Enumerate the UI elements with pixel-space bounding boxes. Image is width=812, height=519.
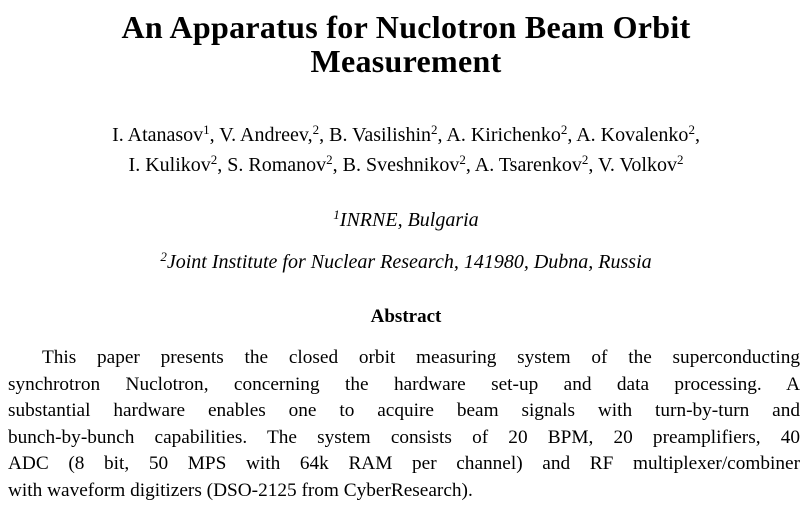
author-name: I. Atanasov <box>112 124 204 146</box>
abstract-line: bunch-by-bunch capabilities. The system consists of 20 BPM, 20 preamplifiers, 40 <box>8 426 800 448</box>
author-affiliation-mark: 2 <box>459 152 466 167</box>
paper-title <box>0 10 812 78</box>
author-name: B. Vasilishin <box>329 124 431 146</box>
author-affiliation-mark: 2 <box>560 122 568 137</box>
affiliation-1 <box>0 208 812 232</box>
author-list <box>0 120 812 180</box>
affiliation-mark: 2 <box>160 249 167 264</box>
author-separator: , <box>332 154 343 176</box>
author-affiliation-mark: 2 <box>210 152 218 167</box>
author-name: S. Romanov <box>227 154 327 176</box>
author-separator: , <box>209 124 220 146</box>
author-name: V. Andreev, <box>219 124 313 146</box>
title-line-2: Measurement <box>310 43 502 79</box>
affiliation-text: Joint Institute for Nuclear Research, 141980, Dubna, Russia <box>166 251 652 273</box>
affiliation-mark: 1 <box>333 207 340 222</box>
author-separator: , <box>588 154 599 176</box>
abstract-heading: Abstract <box>370 306 442 327</box>
author-line-1 <box>0 120 812 150</box>
abstract-line: substantial hardware enables one to acquire beam signals with turn-by-turn and <box>8 400 800 422</box>
affiliation-2 <box>0 250 812 274</box>
abstract-line: synchrotron Nuclotron, concerning the hardware set-up and data processing. A <box>8 373 800 395</box>
abstract-line: with waveform digitizers (DSO-2125 from CyberResearch). <box>8 479 473 501</box>
abstract-line: This paper presents the closed orbit measuring system of the superconducting <box>42 347 800 368</box>
author-name: A. Tsarenkov <box>474 154 582 176</box>
author-separator: , <box>694 124 700 146</box>
author-affiliation-mark: 2 <box>688 122 695 137</box>
author-affiliation-mark: 2 <box>312 122 320 137</box>
author-separator: , <box>437 124 447 146</box>
author-name: A. Kirichenko <box>446 124 561 146</box>
author-separator: , <box>217 154 228 176</box>
title-line-1: An Apparatus for Nuclotron Beam Orbit <box>121 9 691 45</box>
abstract-body <box>8 345 800 505</box>
author-name: I. Kulikov <box>128 154 211 176</box>
author-line-2 <box>0 150 812 180</box>
author-separator: , <box>465 154 475 176</box>
author-separator: , <box>567 124 577 146</box>
affiliation-text: INRNE, Bulgaria <box>339 209 479 231</box>
author-affiliation-mark: 2 <box>676 152 684 167</box>
author-affiliation-mark: 2 <box>431 122 438 137</box>
author-name: B. Sveshnikov <box>342 154 460 176</box>
author-affiliation-mark: 2 <box>326 152 333 167</box>
author-affiliation-mark: 2 <box>581 152 589 167</box>
author-name: V. Volkov <box>598 154 677 176</box>
author-separator: , <box>319 124 330 146</box>
author-affiliation-mark: 1 <box>203 122 210 137</box>
author-name: A. Kovalenko <box>576 124 689 146</box>
abstract-line: ADC (8 bit, 50 MPS with 64k RAM per channel) and RF multiplexer/combiner <box>8 453 800 475</box>
